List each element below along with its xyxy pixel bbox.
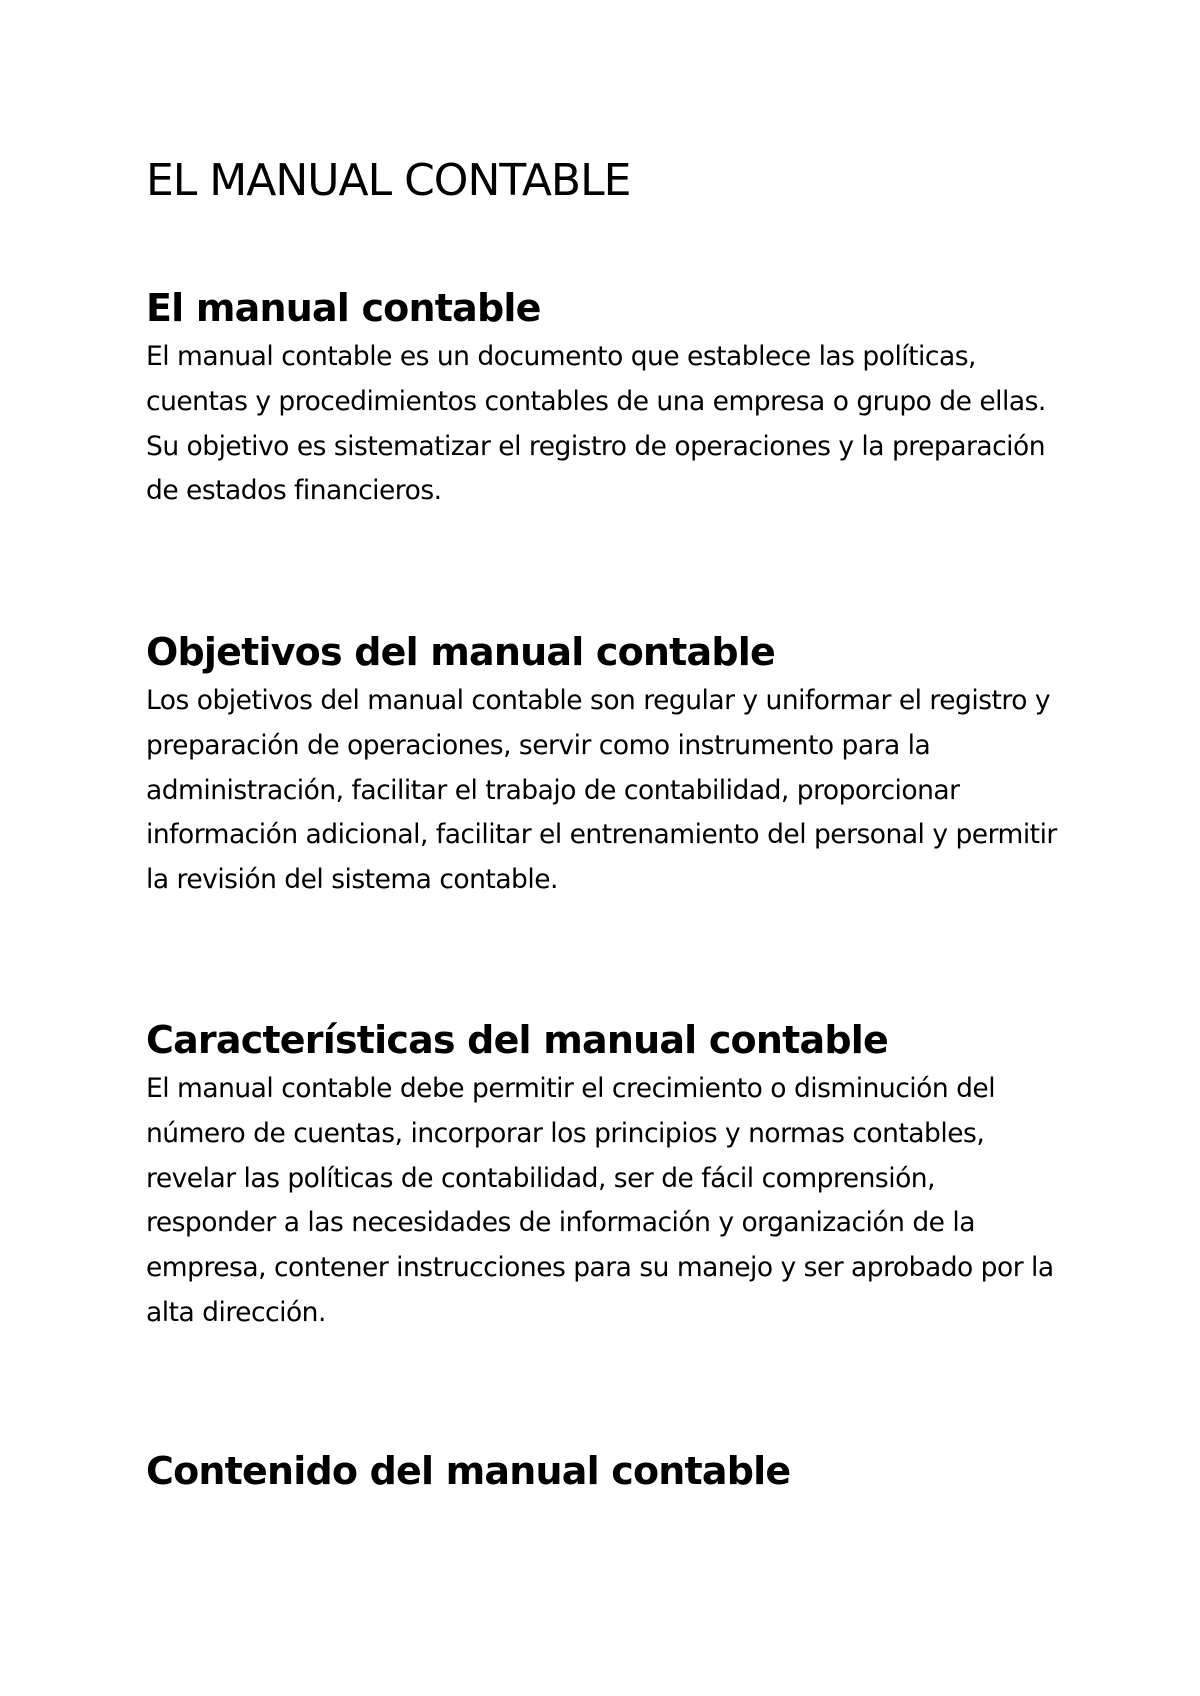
section-contenido [146, 1444, 1066, 1498]
section-heading: Objetivos del manual contable [146, 630, 775, 674]
section-el-manual-contable [146, 281, 1066, 514]
section-paragraph: El manual contable debe permitir el crecimiento o disminución del número de cuentas, incorporar los principios y normas contables, revelar las políticas de contabilidad, ser de fácil comprensión, responder a las necesidades de información y organización de la empresa, contener instrucciones para su manejo y ser aprobado por la alta dirección. [146, 1073, 1054, 1328]
section-caracteristicas [146, 1013, 1066, 1336]
section-paragraph: El manual contable es un documento que establece las políticas, cuentas y procedimientos contables de una empresa o grupo de ellas. Su objetivo es sistematizar el registro de operaciones y la preparación de estados financieros. [146, 341, 1046, 507]
section-heading: Contenido del manual contable [146, 1449, 791, 1493]
section-heading: El manual contable [146, 286, 541, 330]
section-paragraph: Los objetivos del manual contable son regular y uniformar el registro y preparación de operaciones, servir como instrumento para la administración, facilitar el trabajo de contabilidad, proporcionar información adicional, facilitar el entrenamiento del personal y permitir la revisión del sistema contable. [146, 685, 1057, 896]
section-heading: Características del manual contable [146, 1018, 888, 1062]
document-title: EL MANUAL CONTABLE [146, 155, 631, 206]
section-objetivos [146, 625, 1066, 903]
